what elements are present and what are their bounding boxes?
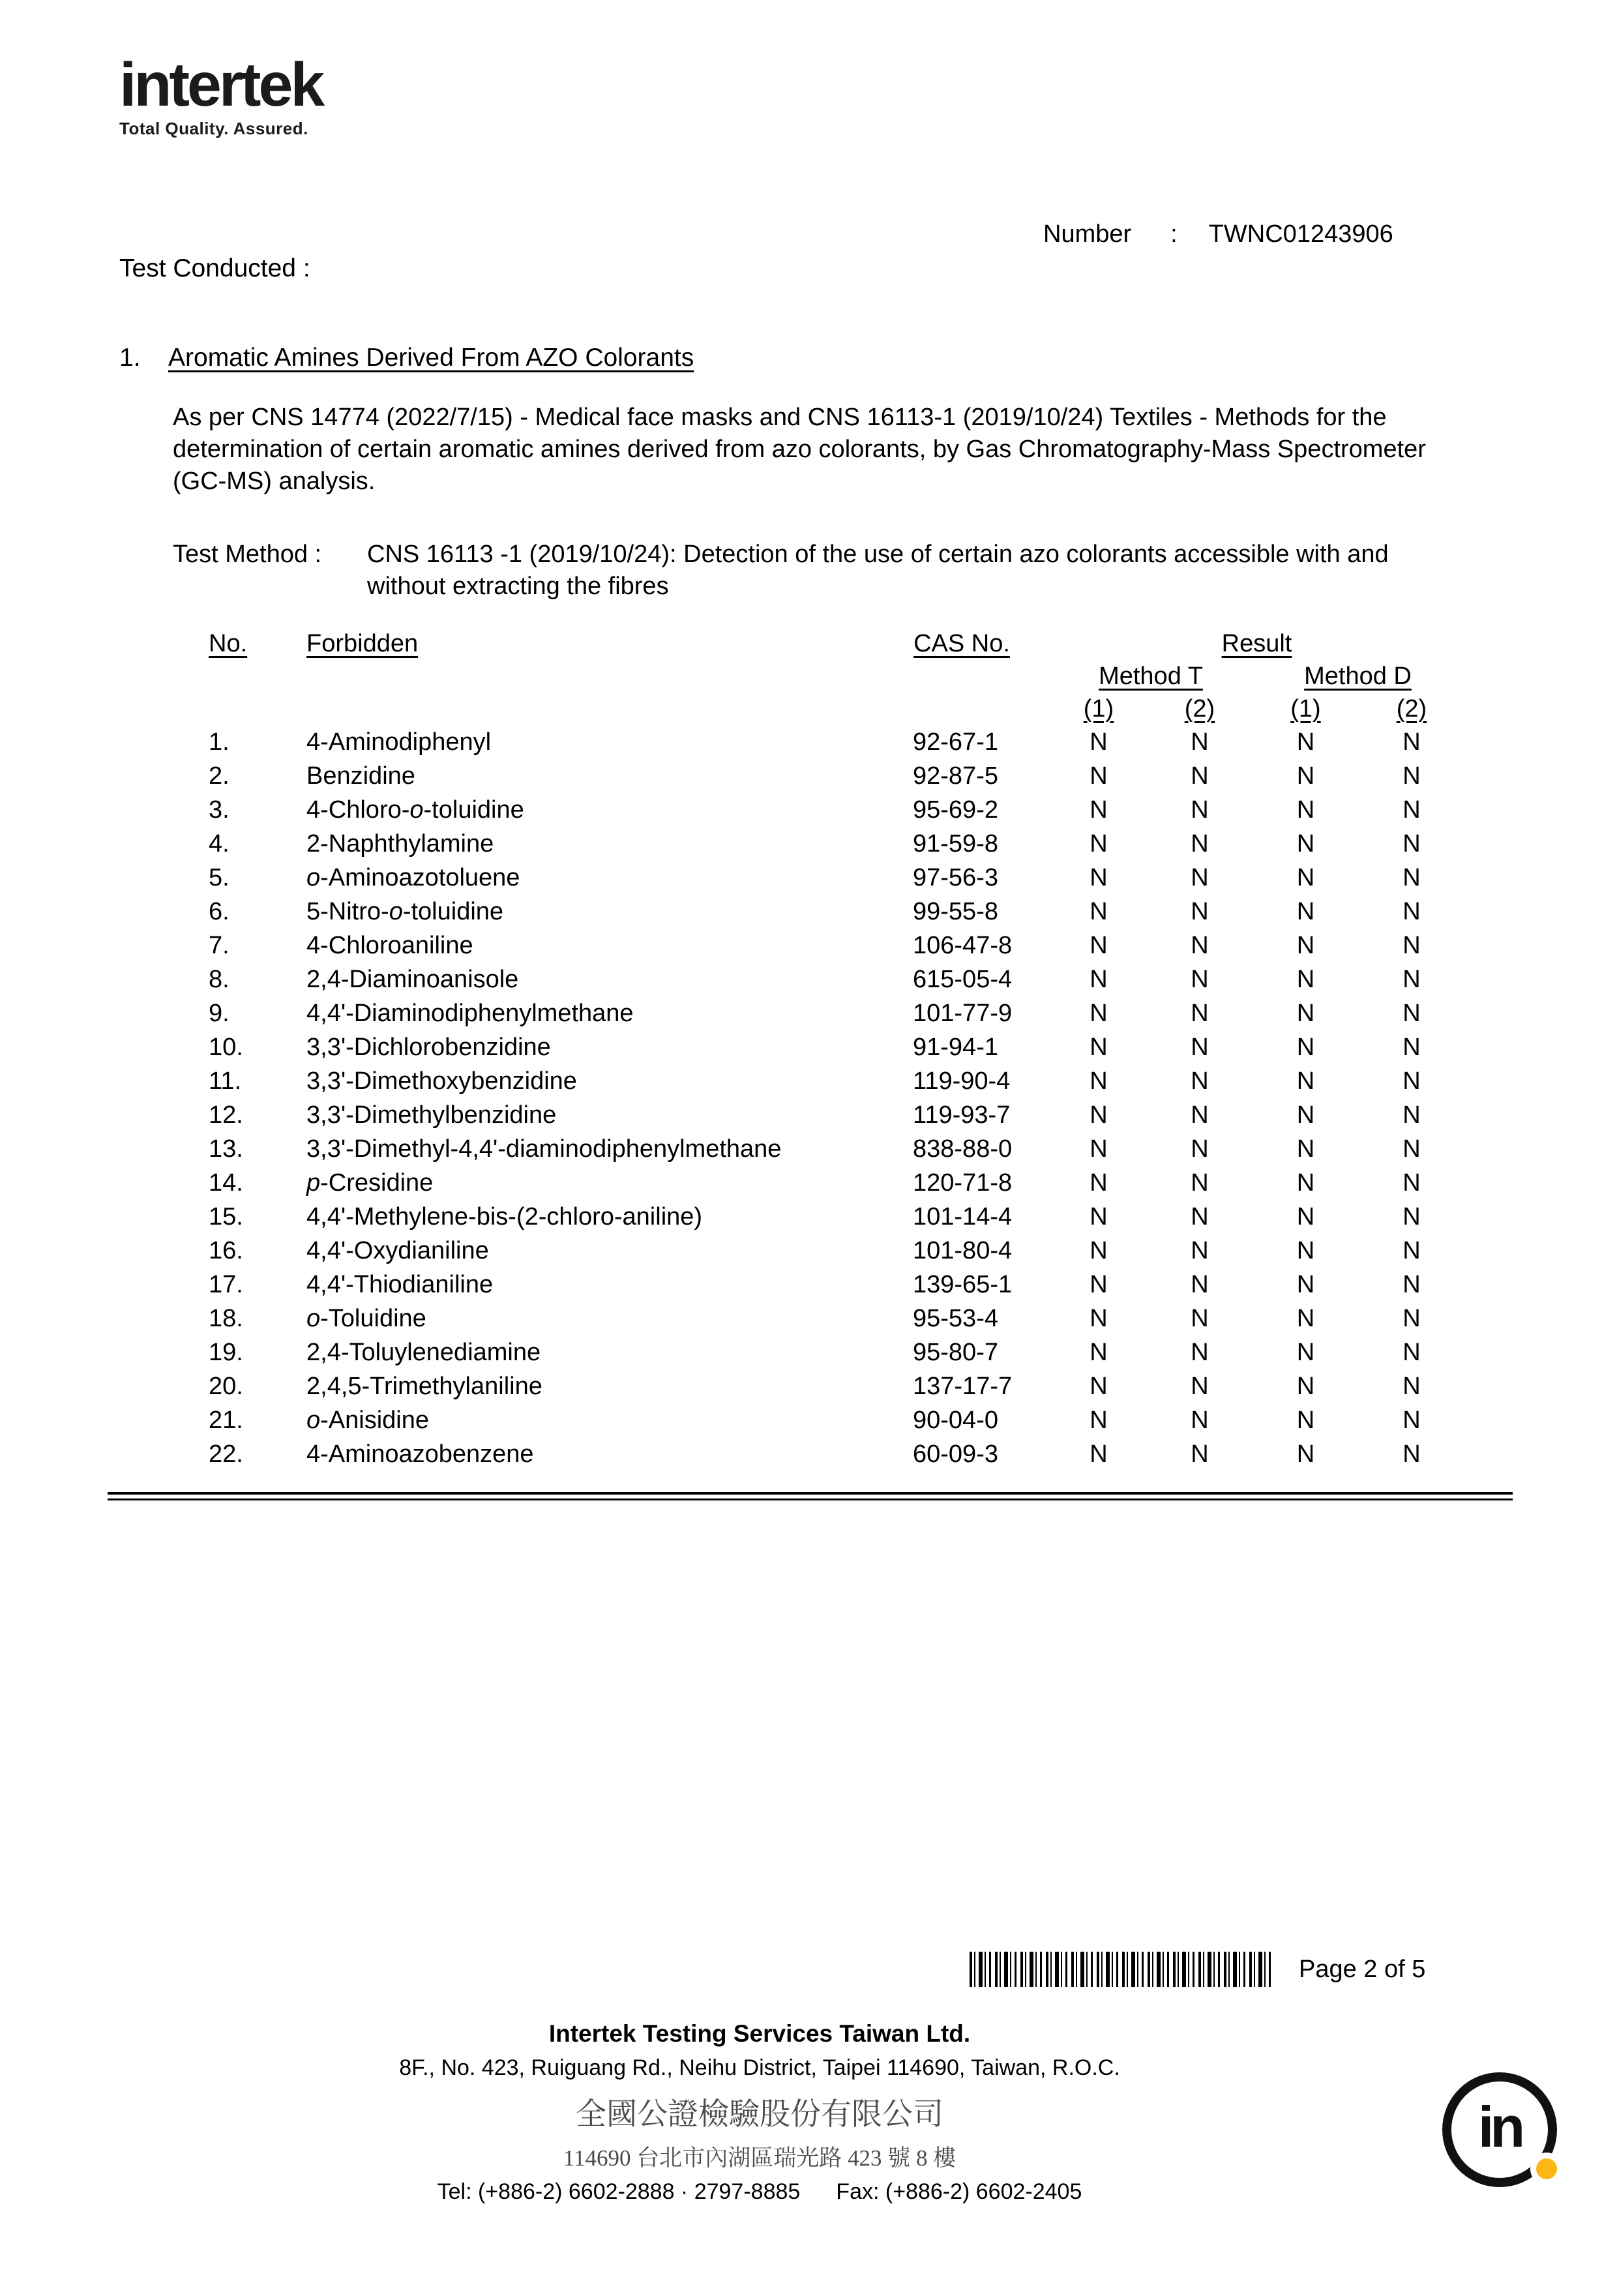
col-header-method-t: Method T — [1099, 663, 1203, 690]
row-result: N — [1090, 1101, 1108, 1129]
row-no: 11. — [209, 1067, 242, 1095]
col-header-cas: CAS No. — [913, 630, 1010, 657]
footer-tel: Tel: (+886-2) 6602-2888 · 2797-8885 — [437, 2179, 801, 2204]
row-result: N — [1191, 1000, 1209, 1027]
row-result: N — [1191, 1067, 1209, 1095]
row-result: N — [1191, 864, 1209, 891]
row-forbidden-name: 4-Chloro-o-toluidine — [306, 796, 524, 824]
row-result: N — [1402, 864, 1421, 891]
row-no: 8. — [209, 966, 230, 993]
row-result: N — [1296, 1135, 1315, 1163]
row-result: N — [1090, 1305, 1108, 1332]
method-description: As per CNS 14774 (2022/7/15) - Medical face masks and CNS 16113-1 (2019/10/24) Textiles - Methods for the determination of certain aromatic amines derived from azo colorants, by Gas Chromatography-Mass Spectrometer (GC-MS) analysis. — [173, 404, 1426, 495]
row-cas: 60-09-3 — [913, 1440, 998, 1468]
row-result: N — [1402, 1339, 1421, 1366]
col-header-forbidden: Forbidden — [306, 630, 419, 657]
row-result: N — [1402, 966, 1421, 993]
row-result: N — [1191, 1203, 1209, 1230]
row-cas: 106-47-8 — [913, 932, 1013, 959]
row-no: 17. — [209, 1271, 243, 1298]
row-result: N — [1296, 830, 1315, 857]
test-method-value: CNS 16113 -1 (2019/10/24): Detection of the use of certain azo colorants accessible with and without extracting the fibres — [367, 541, 1389, 600]
section-number: 1. — [119, 344, 141, 372]
row-result: N — [1402, 1271, 1421, 1298]
row-cas: 92-87-5 — [913, 762, 998, 790]
row-no: 1. — [209, 728, 230, 756]
row-no: 20. — [209, 1373, 243, 1400]
row-result: N — [1402, 1101, 1421, 1129]
row-cas: 119-90-4 — [913, 1067, 1011, 1095]
row-cas: 95-53-4 — [913, 1305, 998, 1332]
row-result: N — [1090, 796, 1108, 824]
row-result: N — [1090, 1373, 1108, 1400]
row-result: N — [1296, 1440, 1315, 1468]
row-result: N — [1296, 1101, 1315, 1129]
row-result: N — [1296, 1203, 1315, 1230]
row-no: 6. — [209, 898, 230, 925]
row-result: N — [1402, 1034, 1421, 1061]
row-cas: 101-80-4 — [913, 1237, 1013, 1264]
row-result: N — [1191, 1339, 1209, 1366]
amine-table-header — [209, 627, 1464, 725]
row-result: N — [1090, 1169, 1108, 1197]
footer-contact-line — [0, 2179, 1519, 2205]
row-no: 3. — [209, 796, 230, 824]
page-number: Page 2 of 5 — [1299, 1955, 1426, 1983]
row-result: N — [1191, 1237, 1209, 1264]
footer-fax: Fax: (+886-2) 6602-2405 — [836, 2179, 1082, 2204]
row-no: 5. — [209, 864, 230, 891]
row-forbidden-name: 3,3'-Dimethoxybenzidine — [306, 1067, 577, 1095]
section-divider — [108, 1492, 1513, 1500]
row-result: N — [1090, 932, 1108, 959]
report-number-value: TWNC01243906 — [1208, 220, 1393, 248]
row-no: 18. — [209, 1305, 243, 1332]
footer-address-en: 8F., No. 423, Ruiguang Rd., Neihu District, Taipei 114690, Taiwan, R.O.C. — [399, 2055, 1120, 2080]
row-cas: 139-65-1 — [913, 1271, 1013, 1298]
col-header-result: Result — [1221, 630, 1292, 657]
row-cas: 97-56-3 — [913, 864, 998, 891]
row-result: N — [1296, 1237, 1315, 1264]
row-forbidden-name: p-Cresidine — [306, 1169, 434, 1197]
row-cas: 91-59-8 — [913, 830, 998, 857]
row-result: N — [1296, 728, 1315, 756]
test-conducted-label: Test Conducted : — [119, 254, 310, 282]
intertek-logo — [119, 52, 322, 139]
row-result: N — [1296, 1034, 1315, 1061]
row-result: N — [1090, 1203, 1108, 1230]
row-no: 10. — [209, 1034, 243, 1061]
col-header-t2: (2) — [1184, 695, 1215, 723]
row-result: N — [1191, 1440, 1209, 1468]
col-header-d1: (1) — [1290, 695, 1321, 723]
row-result: N — [1402, 1203, 1421, 1230]
row-cas: 95-69-2 — [913, 796, 998, 824]
row-result: N — [1191, 966, 1209, 993]
row-no: 4. — [209, 830, 230, 857]
row-forbidden-name: 2,4-Toluylenediamine — [306, 1339, 541, 1366]
test-method-label: Test Method : — [173, 541, 322, 568]
row-cas: 615-05-4 — [913, 966, 1013, 993]
row-result: N — [1296, 932, 1315, 959]
row-result: N — [1191, 830, 1209, 857]
row-forbidden-name: 4,4'-Oxydianiline — [306, 1237, 489, 1264]
row-forbidden-name: 4-Aminodiphenyl — [306, 728, 492, 756]
footer-company-name: Intertek Testing Services Taiwan Ltd. — [548, 2020, 971, 2047]
row-result: N — [1402, 1373, 1421, 1400]
row-no: 2. — [209, 762, 230, 790]
row-result: N — [1296, 1000, 1315, 1027]
row-result: N — [1090, 1237, 1108, 1264]
row-forbidden-name: 2,4-Diaminoanisole — [306, 966, 519, 993]
row-forbidden-name: 4,4'-Methylene-bis-(2-chloro-aniline) — [306, 1203, 703, 1230]
row-result: N — [1090, 1271, 1108, 1298]
row-forbidden-name: o-Toluidine — [306, 1305, 426, 1332]
row-result: N — [1296, 1169, 1315, 1197]
row-no: 16. — [209, 1237, 243, 1264]
section-heading — [119, 344, 694, 372]
row-result: N — [1296, 898, 1315, 925]
row-forbidden-name: 4-Aminoazobenzene — [306, 1440, 534, 1468]
row-result: N — [1090, 830, 1108, 857]
row-no: 21. — [209, 1407, 243, 1434]
row-forbidden-name: o-Aminoazotoluene — [306, 864, 520, 891]
col-header-d2: (2) — [1396, 695, 1427, 723]
col-header-t1: (1) — [1083, 695, 1114, 723]
row-result: N — [1402, 728, 1421, 756]
row-forbidden-name: 5-Nitro-o-toluidine — [306, 898, 504, 925]
test-method-block — [173, 539, 1444, 603]
row-forbidden-name: 2-Naphthylamine — [306, 830, 494, 857]
roundel-in-text: in — [1477, 2095, 1522, 2159]
row-no: 14. — [209, 1169, 243, 1197]
row-cas: 137-17-7 — [913, 1373, 1013, 1400]
row-result: N — [1402, 1169, 1421, 1197]
row-forbidden-name: 4,4'-Diaminodiphenylmethane — [306, 1000, 634, 1027]
row-result: N — [1402, 898, 1421, 925]
row-forbidden-name: 3,3'-Dimethyl-4,4'-diaminodiphenylmethane — [306, 1135, 782, 1163]
row-forbidden-name: 4,4'-Thiodianiline — [306, 1271, 494, 1298]
row-result: N — [1402, 762, 1421, 790]
row-no: 13. — [209, 1135, 243, 1163]
amine-table-body — [209, 725, 1464, 1471]
row-no: 9. — [209, 1000, 230, 1027]
report-number-colon: : — [1170, 220, 1178, 248]
row-result: N — [1191, 728, 1209, 756]
row-cas: 101-14-4 — [913, 1203, 1013, 1230]
report-number-line — [1043, 220, 1393, 248]
report-number-label: Number — [1043, 220, 1132, 248]
row-result: N — [1296, 1067, 1315, 1095]
footer-company-name-zh: 全國公證檢驗股份有限公司 — [576, 2098, 943, 2132]
row-result: N — [1296, 796, 1315, 824]
row-result: N — [1191, 1101, 1209, 1129]
row-result: N — [1296, 966, 1315, 993]
row-result: N — [1191, 1135, 1209, 1163]
col-header-method-d: Method D — [1304, 663, 1412, 690]
row-result: N — [1296, 1373, 1315, 1400]
row-result: N — [1402, 1305, 1421, 1332]
row-no: 15. — [209, 1203, 243, 1230]
row-result: N — [1191, 1305, 1209, 1332]
row-result: N — [1191, 1373, 1209, 1400]
row-result: N — [1090, 728, 1108, 756]
row-cas: 120-71-8 — [913, 1169, 1013, 1197]
row-result: N — [1090, 1034, 1108, 1061]
row-result: N — [1296, 1271, 1315, 1298]
row-result: N — [1402, 830, 1421, 857]
row-cas: 91-94-1 — [913, 1034, 998, 1061]
intertek-logo-tagline: Total Quality. Assured. — [119, 119, 308, 138]
row-forbidden-name: 4-Chloroaniline — [306, 932, 473, 959]
intertek-roundel-logo — [1442, 2072, 1557, 2187]
row-result: N — [1090, 1135, 1108, 1163]
row-result: N — [1402, 1407, 1421, 1434]
row-cas: 119-93-7 — [913, 1101, 1011, 1129]
row-cas: 90-04-0 — [913, 1407, 998, 1434]
intertek-logo-text: intertek — [119, 50, 323, 119]
row-result: N — [1191, 1271, 1209, 1298]
row-result: N — [1402, 932, 1421, 959]
page-indicator-row — [970, 1952, 1425, 1987]
row-result: N — [1191, 932, 1209, 959]
barcode-icon — [970, 1952, 1273, 1987]
row-result: N — [1090, 898, 1108, 925]
row-result: N — [1191, 1169, 1209, 1197]
row-no: 7. — [209, 932, 230, 959]
row-result: N — [1191, 1034, 1209, 1061]
row-result: N — [1402, 1067, 1421, 1095]
row-forbidden-name: 2,4,5-Trimethylaniline — [306, 1373, 542, 1400]
row-result: N — [1402, 1237, 1421, 1264]
row-result: N — [1402, 796, 1421, 824]
row-result: N — [1191, 796, 1209, 824]
row-result: N — [1296, 1407, 1315, 1434]
row-cas: 101-77-9 — [913, 1000, 1013, 1027]
row-result: N — [1402, 1000, 1421, 1027]
row-result: N — [1402, 1135, 1421, 1163]
row-no: 12. — [209, 1101, 243, 1129]
row-result: N — [1090, 1440, 1108, 1468]
row-result: N — [1090, 1000, 1108, 1027]
row-result: N — [1090, 762, 1108, 790]
row-result: N — [1191, 762, 1209, 790]
row-cas: 95-80-7 — [913, 1339, 998, 1366]
row-result: N — [1090, 1407, 1108, 1434]
row-forbidden-name: o-Anisidine — [306, 1407, 430, 1434]
row-no: 22. — [209, 1440, 243, 1468]
row-forbidden-name: 3,3'-Dimethylbenzidine — [306, 1101, 557, 1129]
row-result: N — [1191, 1407, 1209, 1434]
footer-address-zh: 114690 台北市內湖區瑞光路 423 號 8 樓 — [563, 2145, 957, 2171]
row-cas: 838-88-0 — [913, 1135, 1013, 1163]
footer — [0, 2020, 1519, 2205]
col-header-no: No. — [209, 630, 248, 657]
row-result: N — [1296, 1305, 1315, 1332]
row-result: N — [1402, 1440, 1421, 1468]
roundel-yellow-dot-icon — [1536, 2158, 1557, 2179]
row-forbidden-name: Benzidine — [306, 762, 415, 790]
amine-table — [209, 627, 1464, 1471]
row-forbidden-name: 3,3'-Dichlorobenzidine — [306, 1034, 551, 1061]
row-result: N — [1090, 966, 1108, 993]
row-result: N — [1090, 1067, 1108, 1095]
row-result: N — [1090, 864, 1108, 891]
row-result: N — [1090, 1339, 1108, 1366]
row-no: 19. — [209, 1339, 243, 1366]
row-result: N — [1191, 898, 1209, 925]
row-result: N — [1296, 1339, 1315, 1366]
row-result: N — [1296, 864, 1315, 891]
row-result: N — [1296, 762, 1315, 790]
section-title: Aromatic Amines Derived From AZO Colorants — [168, 344, 694, 372]
row-cas: 92-67-1 — [913, 728, 998, 756]
row-cas: 99-55-8 — [913, 898, 998, 925]
